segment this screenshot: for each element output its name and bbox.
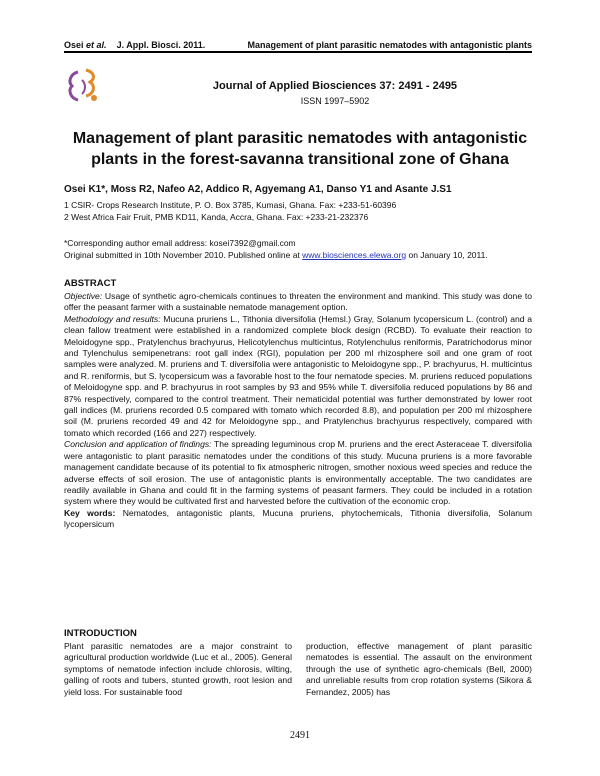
- intro-paragraph-2: production, effective management of plant parasitic nematodes is essential. The assault on the environment through the use of synthetic agro-chemicals (Bell, 2000) and unreliable results from crop rotation systems (Sikora & Fernandez, 2005) has: [306, 641, 532, 697]
- header-left: [64, 40, 205, 50]
- page-number: 2491: [290, 730, 310, 741]
- header-journal: J. Appl. Biosci. 2011.: [116, 40, 206, 50]
- abstract-body: [64, 291, 532, 531]
- keywords-label: Key words:: [64, 507, 116, 518]
- paper-title: Management of plant parasitic nematodes with antagonistic plants in the forest-savanna transitional zone of Ghana: [72, 130, 528, 168]
- abstract-keywords: [64, 508, 532, 531]
- header-right-title: Management of plant parasitic nematodes with antagonistic plants: [247, 40, 532, 50]
- conclusion-text: The spreading leguminous crop M. pruriens and the erect Asteraceae T. diversifolia were antagonistic to plant parasitic nematodes under the conditions of this study. Mucuna pruriens is a more favorable management candidate because of its potential to fix atmospheric nitrogen, smother noxious weed species and reduce the adverse effects of soil erosion. The use of antagonistic plants is environmentally acceptable. The two candidates are readily available in Ghana and could fit in the farming systems of peasant farmers. They could be included in a rotation system where they would be cultivated first and harvested before the cultivation of the economic crop.: [64, 439, 532, 507]
- submission-prefix: Original submitted in 10th November 2010. Published online at: [64, 250, 303, 260]
- running-header: [64, 36, 532, 54]
- abstract-conclusion: [64, 439, 532, 507]
- journal-issn: ISSN 1997–5902: [300, 96, 370, 106]
- corresponding-email: *Corresponding author email address: kosei7392@gmail.com: [64, 238, 296, 248]
- abstract-heading: ABSTRACT: [64, 278, 117, 289]
- affiliation-2: 2 West Africa Fair Fruit, PMB KD11, Kanda, Accra, Ghana. Fax: +233-21-232376: [64, 212, 369, 222]
- introduction-column-2: [306, 641, 532, 698]
- journal-url-link[interactable]: www.biosciences.elewa.org: [302, 250, 407, 260]
- introduction-heading: INTRODUCTION: [64, 628, 137, 639]
- header-author: Osei: [64, 40, 84, 50]
- methods-label: Methodology and results:: [64, 313, 161, 324]
- methods-text: Mucuna pruriens L., Tithonia diversifolia (Hemsl.) Gray, Solanum lycopersicum L. (control) and a clean fallow treatment were established in a randomized complete block design (RCBD). To evaluate their reaction to Meloidogyne spp., Pratylenchus brachyurus, Helicotylenchus multicintus, Rotylenchulus reniformis, Paratrichodorus minor and Tylenchulus semipenetrans: root gall index (RGI), population per 200 ml rhizosphere soil and one gram of root samples were analyzed. M. pruriens and T. diversifolia were antagonistic to Meloidogyne spp., P. brachyurus, H. multicintus and R. reniformis, but S. lycopersicum was a favorable host to the four nematode species. M. pruriens reduced populations of Meloidogyne spp. and P. brachyurus in root samples by 93 and 95% while T. diversifolia reduced populations by 86 and 87% respectively, compared to the control treatment. Their nematicidal potential was further demonstrated by lower root gall indices (M. pruriens recorded 0.5 compared with tomato which recorded 8.8), and population per 200 ml rhizosphere soil (M. pruriens recorded 49 and 42 for Meloidogyne spp., and Pratylenchus brachyurus respectively, compared with tomato which recorded (166 and 227) respectively.: [64, 313, 532, 438]
- objective-label: Objective:: [64, 291, 103, 301]
- abstract-objective: [64, 291, 532, 314]
- affiliation-1: 1 CSIR- Crops Research Institute, P. O. Box 3785, Kumasi, Ghana. Fax: +233-51-60396: [64, 200, 397, 210]
- keywords-text: Nematodes, antagonistic plants, Mucuna pruriens, phytochemicals, Tithonia diversifolia, Solanum lycopersicum: [64, 507, 532, 530]
- objective-text: Usage of synthetic agro-chemicals continues to threaten the environment and mankind. This study was done to offer the peasant farmer with a sustainable nematode management option.: [64, 291, 532, 313]
- abstract-methods: [64, 314, 532, 439]
- intro-paragraph-1: Plant parasitic nematodes are a major constraint to agricultural production worldwide (Luc et al., 2005). General symptoms of nematode infection include chlorosis, wilting, galling of roots and tubers, stunted growth, root lesion and yield loss. For sustainable food: [64, 641, 292, 697]
- author-list: Osei K1*, Moss R2, Nafeo A2, Addico R, Agyemang A1, Danso Y1 and Asante J.S1: [64, 184, 452, 195]
- header-etal: et al.: [86, 40, 107, 50]
- submission-note: [64, 250, 488, 260]
- introduction-column-1: [64, 641, 292, 698]
- conclusion-label: Conclusion and application of findings:: [64, 439, 212, 450]
- journal-name: Journal of Applied Biosciences 37: 2491 - 2495: [212, 80, 458, 92]
- header-rule: [64, 51, 532, 53]
- submission-suffix: on January 10, 2011.: [406, 250, 488, 260]
